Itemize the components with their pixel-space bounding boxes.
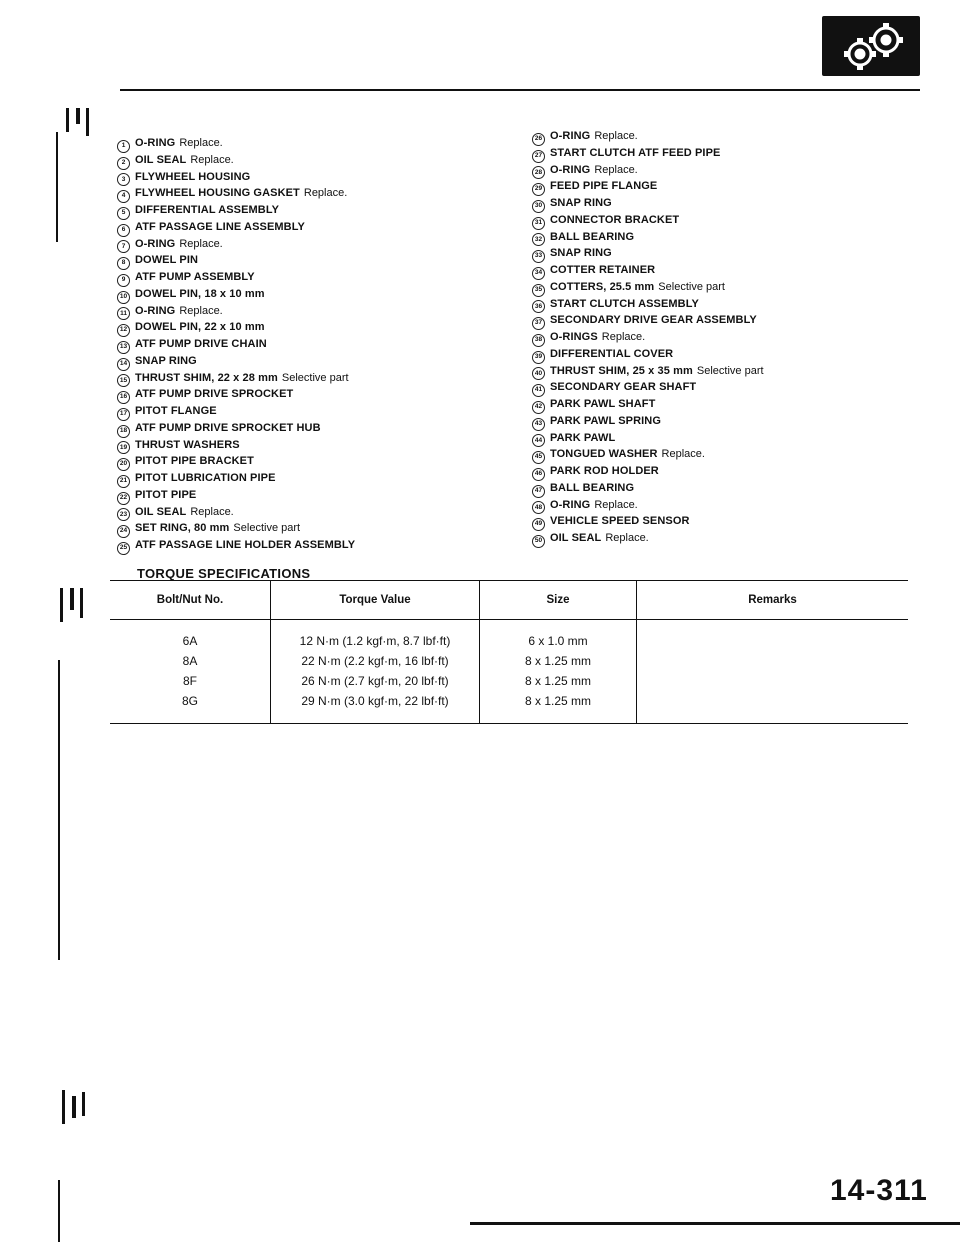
callout-number: 5: [117, 207, 130, 220]
callout-number: 47: [532, 485, 545, 498]
list-item: [532, 379, 764, 396]
table-row: [110, 620, 908, 724]
callout-number: 36: [532, 300, 545, 313]
callout-number: 41: [532, 384, 545, 397]
callout-number: 16: [117, 391, 130, 404]
list-item: [532, 312, 764, 329]
callout-number: 48: [532, 501, 545, 514]
part-note: Replace.: [594, 498, 638, 511]
part-note: Replace.: [179, 304, 223, 317]
callout-number: 44: [532, 434, 545, 447]
binding-mark: [58, 660, 60, 960]
part-note: Replace.: [190, 505, 234, 518]
list-item: [532, 413, 764, 430]
callout-number: 18: [117, 425, 130, 438]
part-name: START CLUTCH ASSEMBLY: [550, 297, 699, 310]
bolt-number: 6A: [182, 634, 198, 648]
part-name: BALL BEARING: [550, 481, 635, 494]
callout-number: 37: [532, 317, 545, 330]
binding-mark: [60, 588, 63, 622]
list-item: [532, 229, 764, 246]
part-name: DOWEL PIN, 18 x 10 mm: [135, 287, 265, 300]
list-item: [117, 286, 355, 303]
part-note: Selective part: [233, 522, 301, 535]
part-name: COTTERS, 25.5 mm: [550, 280, 655, 293]
callout-number: 35: [532, 284, 545, 297]
callout-number: 24: [117, 525, 130, 538]
part-name: START CLUTCH ATF FEED PIPE: [550, 146, 721, 159]
size-cell: [480, 620, 637, 724]
part-name: PITOT LUBRICATION PIPE: [135, 472, 276, 484]
part-name: OIL SEAL: [550, 532, 602, 544]
part-note: Selective part: [696, 364, 764, 377]
part-note: Replace.: [661, 448, 705, 461]
callout-number: 11: [117, 307, 130, 320]
bolt-number: 8A: [182, 654, 198, 668]
bolt-number-cell: [110, 620, 271, 724]
part-name: DIFFERENTIAL COVER: [550, 347, 674, 360]
part-name: SNAP RING: [550, 197, 612, 209]
callout-number: 25: [117, 542, 130, 555]
callout-number: 26: [532, 133, 545, 146]
part-name: O-RING: [135, 237, 176, 250]
part-note: Replace.: [303, 187, 348, 200]
list-item: [117, 135, 355, 152]
part-name: SET RING, 80 mm: [135, 522, 230, 535]
callout-number: 27: [532, 150, 545, 163]
size-value: 8 x 1.25 mm: [524, 674, 592, 688]
binding-mark: [70, 588, 74, 610]
part-name: ATF PUMP DRIVE SPROCKET: [135, 388, 294, 401]
list-item: [532, 396, 764, 413]
callout-number: 21: [117, 475, 130, 488]
size-value: 6 x 1.0 mm: [528, 634, 588, 648]
callout-number: 22: [117, 492, 130, 505]
part-name: TONGUED WASHER: [550, 448, 658, 461]
part-name: O-RING: [550, 163, 591, 176]
part-name: OIL SEAL: [135, 505, 187, 518]
list-item: [117, 303, 355, 320]
part-name: O-RING: [135, 304, 176, 317]
callout-number: 45: [532, 451, 545, 464]
part-name: PITOT PIPE BRACKET: [135, 455, 254, 468]
part-note: Replace.: [601, 331, 646, 343]
torque-value-cell: [271, 620, 480, 724]
parts-list-left: [117, 135, 355, 554]
part-name: ATF PASSAGE LINE ASSEMBLY: [135, 220, 305, 233]
list-item: [117, 487, 355, 504]
list-item: [117, 420, 355, 437]
part-name: O-RINGS: [550, 331, 598, 343]
list-item: [117, 504, 355, 521]
part-name: ATF PUMP DRIVE SPROCKET HUB: [135, 421, 321, 434]
bolt-number: 8G: [181, 694, 198, 708]
list-item: [117, 319, 355, 336]
part-note: Replace.: [190, 153, 234, 166]
part-name: SECONDARY GEAR SHAFT: [550, 381, 697, 394]
torque-specifications-heading: TORQUE SPECIFICATIONS: [137, 566, 311, 581]
size-value: 8 x 1.25 mm: [524, 654, 592, 668]
column-header-torque: Torque Value: [271, 581, 480, 620]
torque-table: [110, 580, 908, 724]
footer-rule: [470, 1222, 960, 1225]
callout-number: 7: [117, 240, 130, 253]
list-item: [117, 169, 355, 186]
callout-number: 13: [117, 341, 130, 354]
callout-number: 38: [532, 334, 545, 347]
part-name: DOWEL PIN, 22 x 10 mm: [135, 321, 265, 334]
list-item: [532, 178, 764, 195]
list-item: [532, 279, 764, 296]
part-name: DOWEL PIN: [135, 254, 199, 267]
part-note: Selective part: [281, 371, 349, 384]
callout-number: 10: [117, 291, 130, 304]
callout-number: 30: [532, 200, 545, 213]
callout-number: 43: [532, 418, 545, 431]
list-item: [117, 185, 355, 202]
callout-number: 9: [117, 274, 130, 287]
list-item: [117, 403, 355, 420]
list-item: [532, 145, 764, 162]
callout-number: 20: [117, 458, 130, 471]
part-name: CONNECTOR BRACKET: [550, 213, 680, 226]
column-header-remarks: Remarks: [637, 581, 909, 620]
callout-number: 39: [532, 351, 545, 364]
part-name: BALL BEARING: [550, 230, 635, 243]
list-item: [117, 252, 355, 269]
list-item: [532, 463, 764, 480]
part-name: VEHICLE SPEED SENSOR: [550, 515, 690, 528]
callout-number: 29: [532, 183, 545, 196]
part-name: DIFFERENTIAL ASSEMBLY: [135, 204, 280, 216]
list-item: [532, 480, 764, 497]
binding-mark: [76, 108, 80, 124]
part-name: FLYWHEEL HOUSING: [135, 170, 251, 183]
list-item: [117, 520, 355, 537]
list-item: [532, 195, 764, 212]
callout-number: 6: [117, 224, 130, 237]
bolt-number: 8F: [182, 674, 197, 688]
list-item: [532, 329, 764, 346]
column-header-bolt: Bolt/Nut No.: [110, 581, 271, 620]
part-name: PITOT PIPE: [135, 488, 197, 501]
list-item: [532, 497, 764, 514]
list-item: [532, 430, 764, 447]
binding-mark: [82, 1092, 85, 1116]
list-item: [117, 236, 355, 253]
gear-transmission-icon: [822, 16, 920, 76]
callout-number: 15: [117, 374, 130, 387]
part-name: FLYWHEEL HOUSING GASKET: [135, 187, 300, 200]
list-item: [117, 269, 355, 286]
part-name: THRUST WASHERS: [135, 438, 240, 451]
callout-number: 8: [117, 257, 130, 270]
table-header-row: [110, 581, 908, 620]
callout-number: 46: [532, 468, 545, 481]
list-item: [117, 336, 355, 353]
torque-value: 12 N·m (1.2 kgf·m, 8.7 lbf·ft): [299, 634, 451, 648]
callout-number: 1: [117, 140, 130, 153]
part-name: PARK PAWL SPRING: [550, 414, 661, 427]
list-item: [117, 470, 355, 487]
part-name: PARK PAWL: [550, 431, 616, 444]
callout-number: 17: [117, 408, 130, 421]
binding-mark: [72, 1096, 76, 1118]
callout-number: 40: [532, 367, 545, 380]
callout-number: 2: [117, 157, 130, 170]
callout-number: 49: [532, 518, 545, 531]
callout-number: 32: [532, 233, 545, 246]
torque-value: 26 N·m (2.7 kgf·m, 20 lbf·ft): [301, 674, 449, 688]
part-name: OIL SEAL: [135, 153, 187, 166]
part-name: O-RING: [550, 498, 591, 511]
binding-mark: [80, 588, 83, 618]
callout-number: 33: [532, 250, 545, 263]
callout-number: 42: [532, 401, 545, 414]
list-item: [532, 513, 764, 530]
torque-value: 22 N·m (2.2 kgf·m, 16 lbf·ft): [301, 654, 449, 668]
callout-number: 12: [117, 324, 130, 337]
list-item: [117, 152, 355, 169]
part-name: PITOT FLANGE: [135, 405, 217, 417]
callout-number: 14: [117, 358, 130, 371]
list-item: [117, 353, 355, 370]
callout-number: 31: [532, 217, 545, 230]
part-name: THRUST SHIM, 25 x 35 mm: [550, 364, 693, 377]
list-item: [532, 245, 764, 262]
remarks-cell: [637, 620, 909, 724]
header-rule: [120, 89, 920, 91]
part-note: Replace.: [594, 130, 638, 142]
page-number: 14-311: [830, 1174, 928, 1207]
part-note: Selective part: [658, 280, 725, 293]
list-item: [532, 530, 764, 547]
callout-number: 4: [117, 190, 130, 203]
binding-mark: [66, 108, 69, 132]
list-item: [117, 370, 355, 387]
part-name: SECONDARY DRIVE GEAR ASSEMBLY: [550, 314, 757, 327]
list-item: [532, 212, 764, 229]
callout-number: 50: [532, 535, 545, 548]
list-item: [117, 202, 355, 219]
binding-mark: [56, 132, 58, 242]
part-name: O-RING: [550, 130, 591, 142]
list-item: [532, 346, 764, 363]
torque-value: 29 N·m (3.0 kgf·m, 22 lbf·ft): [301, 694, 449, 708]
part-name: ATF PUMP ASSEMBLY: [135, 271, 255, 283]
part-note: Replace.: [594, 163, 638, 176]
list-item: [532, 262, 764, 279]
part-name: PARK ROD HOLDER: [550, 465, 659, 477]
callout-number: 3: [117, 173, 130, 186]
list-item: [532, 128, 764, 145]
part-name: ATF PUMP DRIVE CHAIN: [135, 338, 267, 350]
binding-mark: [58, 1180, 60, 1242]
list-item: [117, 219, 355, 236]
list-item: [532, 363, 764, 380]
list-item: [117, 386, 355, 403]
callout-number: 19: [117, 441, 130, 454]
part-note: Replace.: [179, 237, 223, 250]
callout-number: 28: [532, 166, 545, 179]
column-header-size: Size: [480, 581, 637, 620]
part-name: PARK PAWL SHAFT: [550, 398, 656, 410]
part-note: Replace.: [605, 532, 649, 544]
part-name: O-RING: [135, 137, 176, 149]
list-item: [532, 446, 764, 463]
part-name: COTTER RETAINER: [550, 264, 656, 276]
list-item: [532, 162, 764, 179]
size-value: 8 x 1.25 mm: [524, 694, 592, 708]
list-item: [117, 453, 355, 470]
part-name: FEED PIPE FLANGE: [550, 180, 658, 193]
list-item: [532, 296, 764, 313]
list-item: [117, 537, 355, 554]
part-name: SNAP RING: [135, 354, 197, 367]
part-name: ATF PASSAGE LINE HOLDER ASSEMBLY: [135, 539, 356, 551]
list-item: [117, 437, 355, 454]
part-name: SNAP RING: [550, 247, 612, 260]
callout-number: 34: [532, 267, 545, 280]
binding-mark: [62, 1090, 65, 1124]
part-name: THRUST SHIM, 22 x 28 mm: [135, 371, 278, 384]
part-note: Replace.: [179, 137, 223, 149]
parts-list-right: [532, 128, 764, 547]
callout-number: 23: [117, 508, 130, 521]
binding-mark: [86, 108, 89, 136]
